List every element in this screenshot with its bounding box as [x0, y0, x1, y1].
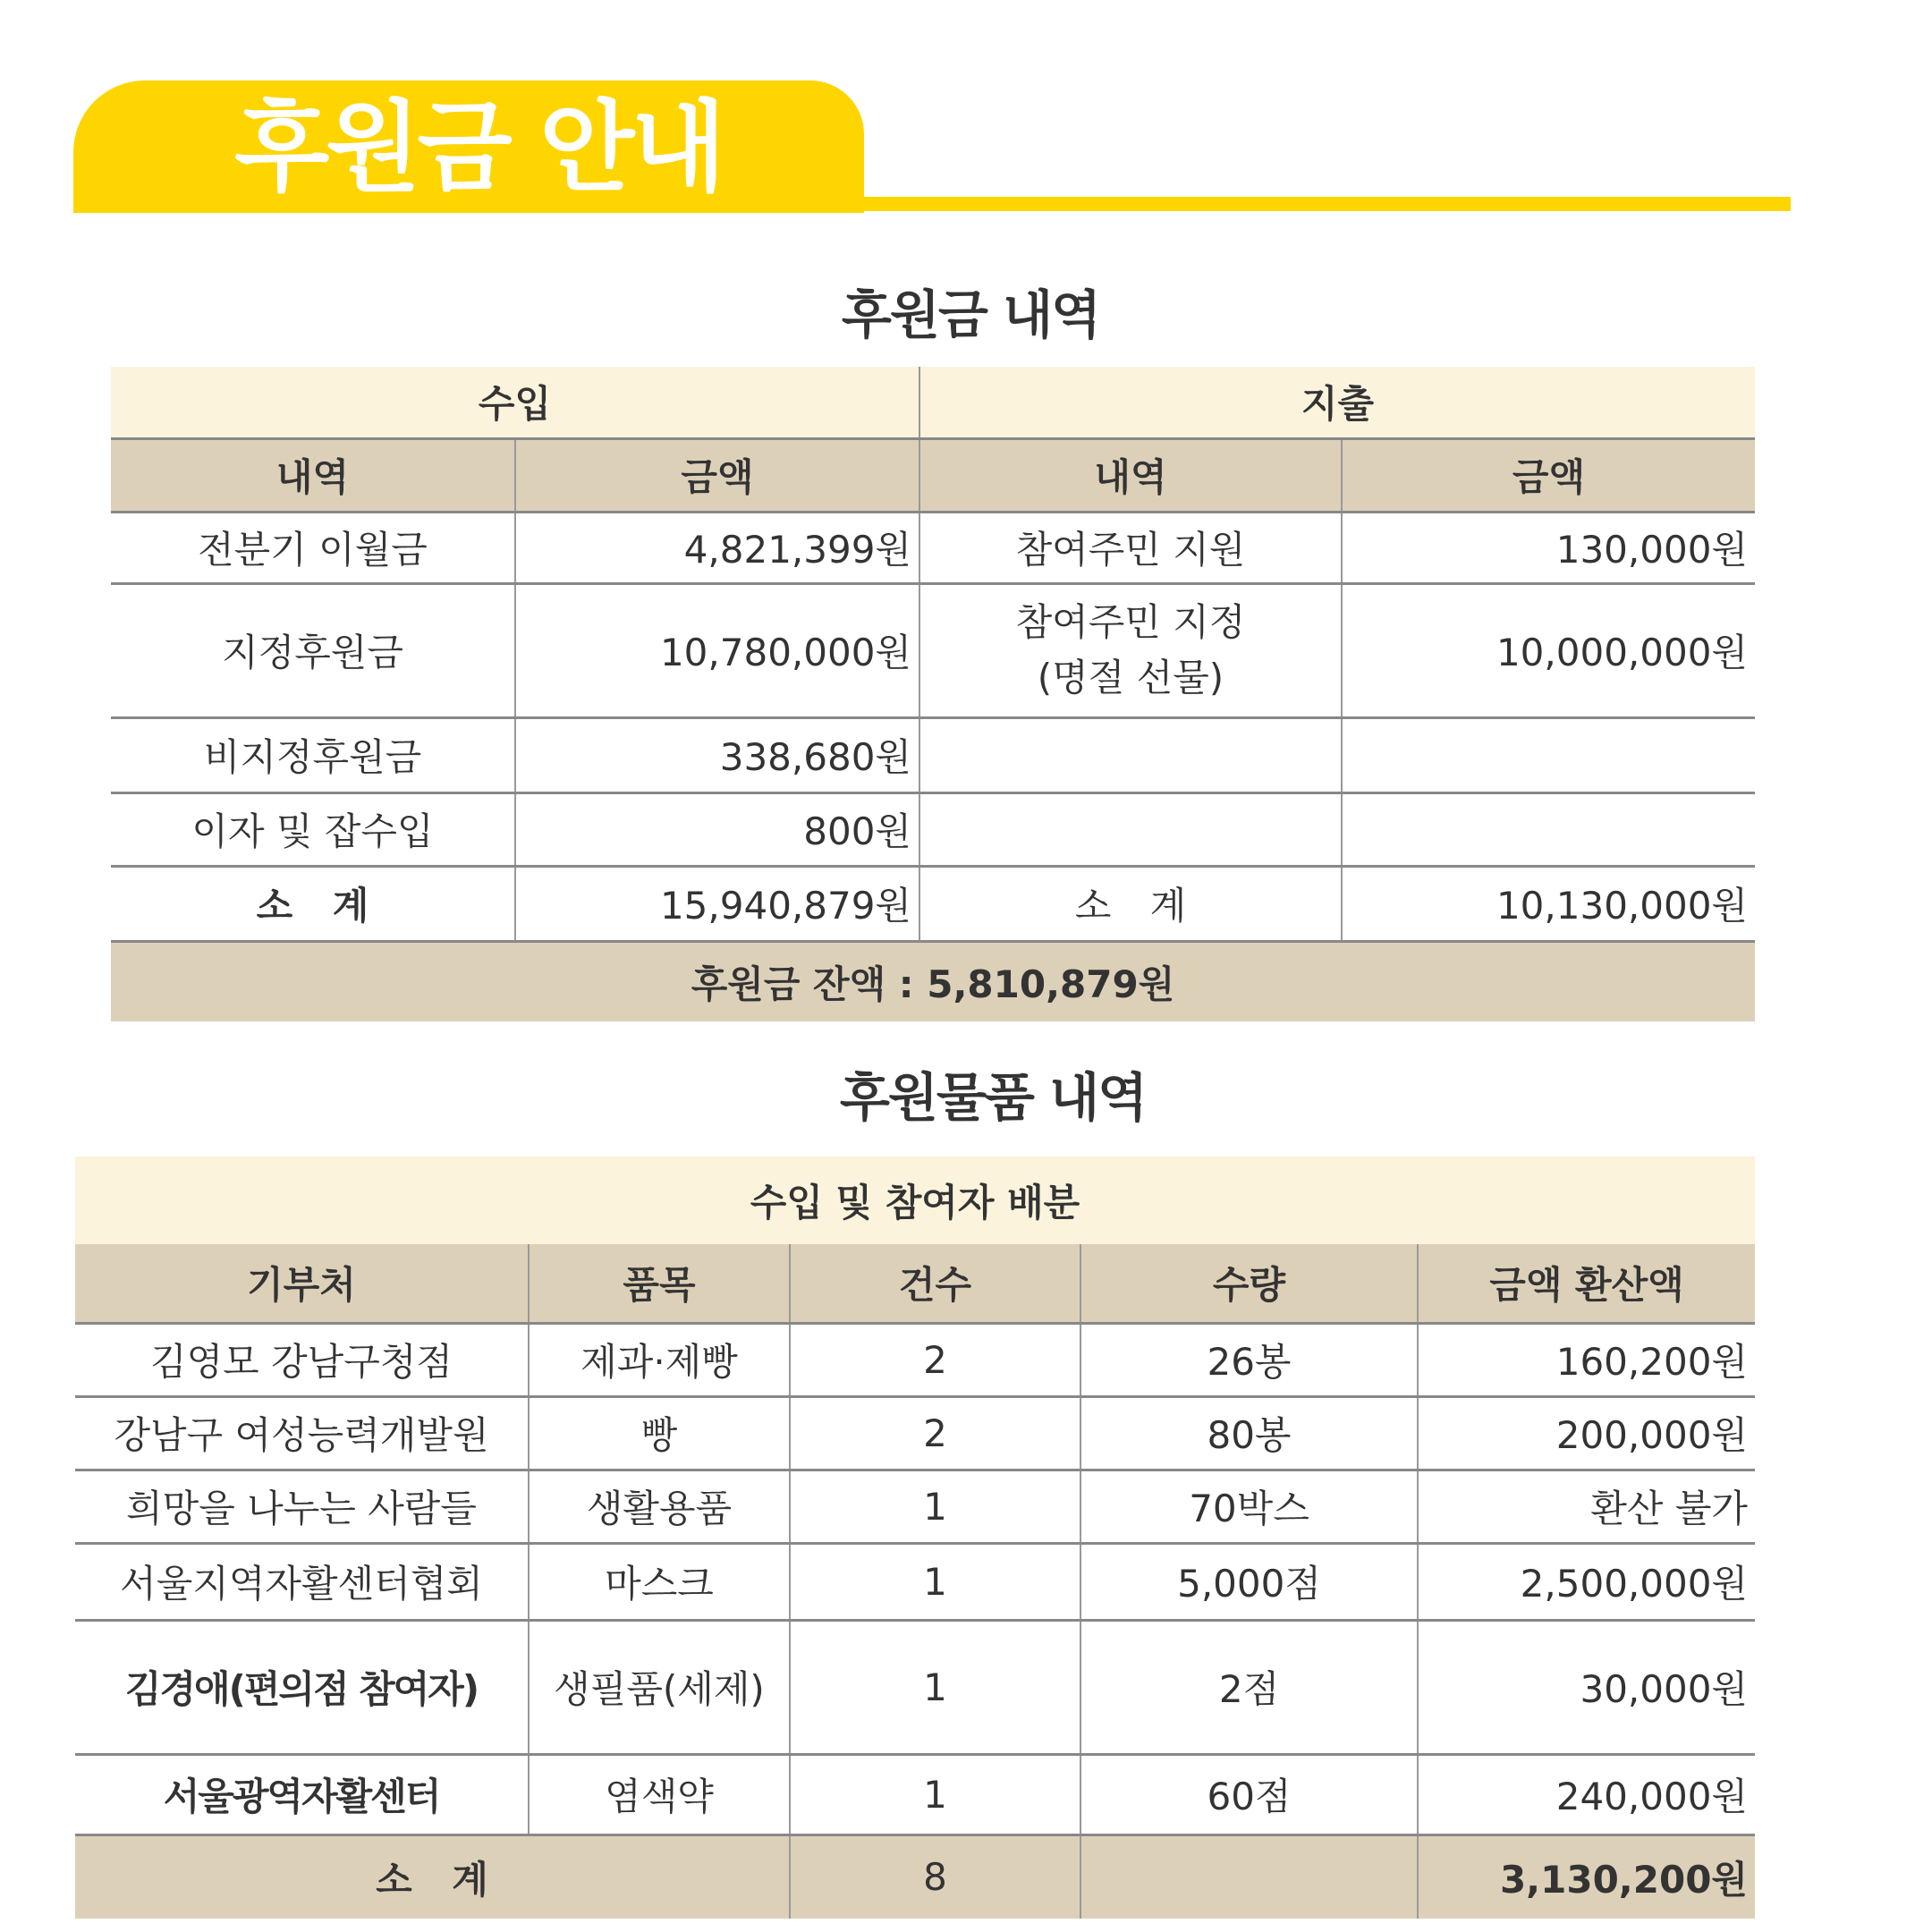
- col-item-header: 품목: [529, 1244, 790, 1323]
- income-item: 이자 및 잡수입: [111, 792, 515, 866]
- value: 30,000원: [1418, 1620, 1755, 1754]
- table-row: [75, 1620, 1755, 1754]
- expense-item-line: (명절 선물): [1037, 656, 1224, 699]
- income-amount: 10,780,000원: [515, 583, 919, 717]
- income-item: 비지정후원금: [111, 717, 515, 792]
- donor: 김영모 강남구청점: [75, 1323, 529, 1396]
- expense-amount: [1342, 792, 1755, 866]
- table-row: [75, 1754, 1755, 1835]
- count: 1: [790, 1543, 1080, 1620]
- total-label: 소 계: [75, 1835, 790, 1919]
- value: 240,000원: [1418, 1754, 1755, 1835]
- total-qty-empty: [1080, 1835, 1418, 1919]
- col-donor-header: 기부처: [75, 1244, 529, 1323]
- table-row: [111, 717, 1755, 792]
- income-header: 수입: [111, 367, 919, 438]
- value: 환산 불가: [1418, 1470, 1755, 1543]
- count: 2: [790, 1396, 1080, 1470]
- item: 생활용품: [529, 1470, 790, 1543]
- count: 2: [790, 1323, 1080, 1396]
- money-table: [111, 367, 1755, 1021]
- goods-section-header: 수입 및 참여자 배분: [75, 1157, 1755, 1244]
- qty: 70박스: [1080, 1470, 1418, 1543]
- expense-item: [919, 583, 1342, 717]
- expense-header: 지출: [919, 367, 1755, 438]
- table-row: [75, 1323, 1755, 1396]
- qty: 2점: [1080, 1620, 1418, 1754]
- qty: 80봉: [1080, 1396, 1418, 1470]
- expense-subtotal-label: 소 계: [919, 866, 1342, 941]
- expense-item: [919, 792, 1342, 866]
- expense-item-line: 참여주민 지정: [1015, 600, 1246, 644]
- expense-amount: 10,000,000원: [1342, 583, 1755, 717]
- income-subtotal-amount: 15,940,879원: [515, 866, 919, 941]
- balance-row: 후원금 잔액 : 5,810,879원: [111, 941, 1755, 1021]
- income-item: 전분기 이월금: [111, 512, 515, 583]
- goods-table: [75, 1157, 1755, 1919]
- value: 200,000원: [1418, 1396, 1755, 1470]
- income-amount: 4,821,399원: [515, 512, 919, 583]
- total-count: 8: [790, 1835, 1080, 1919]
- item: 제과·제빵: [529, 1323, 790, 1396]
- donor: 강남구 여성능력개발원: [75, 1396, 529, 1470]
- col-count-header: 건수: [790, 1244, 1080, 1323]
- count: 1: [790, 1754, 1080, 1835]
- count: 1: [790, 1620, 1080, 1754]
- expense-amount-header: 금액: [1342, 438, 1755, 512]
- col-value-header: 금액 환산액: [1418, 1244, 1755, 1323]
- table-row: [75, 1543, 1755, 1620]
- income-amount: 800원: [515, 792, 919, 866]
- table-row: [111, 792, 1755, 866]
- table-row: [75, 1470, 1755, 1543]
- donor: 김경애(편의점 참여자): [75, 1620, 529, 1754]
- income-subtotal-label: 소 계: [111, 866, 515, 941]
- expense-item: 참여주민 지원: [919, 512, 1342, 583]
- donor: 서울지역자활센터협회: [75, 1543, 529, 1620]
- total-row: [75, 1835, 1755, 1919]
- donor: 희망을 나누는 사람들: [75, 1470, 529, 1543]
- item: 염색약: [529, 1754, 790, 1835]
- count: 1: [790, 1470, 1080, 1543]
- income-amount-header: 금액: [515, 438, 919, 512]
- item: 마스크: [529, 1543, 790, 1620]
- income-item-header: 내역: [111, 438, 515, 512]
- table-row: [75, 1396, 1755, 1470]
- income-amount: 338,680원: [515, 717, 919, 792]
- value: 2,500,000원: [1418, 1543, 1755, 1620]
- expense-subtotal-amount: 10,130,000원: [1342, 866, 1755, 941]
- expense-amount: 130,000원: [1342, 512, 1755, 583]
- subtotal-row: [111, 866, 1755, 941]
- income-item: 지정후원금: [111, 583, 515, 717]
- value: 160,200원: [1418, 1323, 1755, 1396]
- expense-amount: [1342, 717, 1755, 792]
- table-row: [111, 583, 1755, 717]
- qty: 5,000점: [1080, 1543, 1418, 1620]
- qty: 60점: [1080, 1754, 1418, 1835]
- item: 생필품(세제): [529, 1620, 790, 1754]
- page-title: 후원금 안내: [234, 90, 723, 205]
- qty: 26봉: [1080, 1323, 1418, 1396]
- item: 빵: [529, 1396, 790, 1470]
- expense-item-header: 내역: [919, 438, 1342, 512]
- donor: 서울광역자활센터: [75, 1754, 529, 1835]
- col-qty-header: 수량: [1080, 1244, 1418, 1323]
- total-value: 3,130,200원: [1418, 1835, 1755, 1919]
- goods-section-title: 후원물품 내역: [839, 1067, 1147, 1128]
- table-row: [111, 512, 1755, 583]
- money-section-title: 후원금 내역: [841, 284, 1100, 345]
- expense-item: [919, 717, 1342, 792]
